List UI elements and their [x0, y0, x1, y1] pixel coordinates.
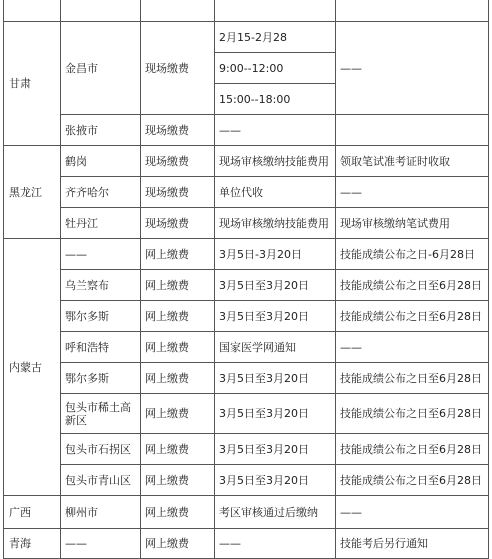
province-cell: 内蒙古: [4, 239, 61, 496]
note-cell: 领取笔试准考证时收取: [336, 146, 489, 177]
city-cell: 柳州市: [61, 496, 141, 529]
province-cell: 黑龙江: [4, 146, 61, 239]
table-row: [4, 208, 489, 239]
payment-time-cell: 现场审核缴纳技能费用: [215, 146, 336, 177]
payment-method-cell: 网上缴费: [141, 332, 215, 363]
city-cell: ——: [61, 529, 141, 559]
payment-time-cell: [215, 0, 336, 22]
city-cell: 包头市稀土高新区: [61, 394, 141, 434]
note-cell: 技能成绩公布之日至6月28日: [336, 434, 489, 465]
note-cell: 技能成绩公布之日至6月28日: [336, 363, 489, 394]
payment-time-cell: 3月5日至3月20日: [215, 270, 336, 301]
payment-method-cell: 网上缴费: [141, 465, 215, 496]
note-cell: 技能考后另行通知: [336, 529, 489, 559]
payment-time-cell: 2月15-2月28: [215, 22, 336, 53]
city-cell: 乌兰察布: [61, 270, 141, 301]
table-row: [4, 394, 489, 434]
city-cell: 齐齐哈尔: [61, 177, 141, 208]
table-row: [4, 239, 489, 270]
note-cell: 技能成绩公布之日至6月28日: [336, 394, 489, 434]
province-cell: 广西: [4, 496, 61, 529]
payment-time-cell: 3月5日至3月20日: [215, 394, 336, 434]
note-cell: [336, 0, 489, 22]
table-row: [4, 363, 489, 394]
note-cell: [336, 115, 489, 146]
table-row: [4, 146, 489, 177]
city-cell: ——: [61, 239, 141, 270]
city-cell: 牡丹江: [61, 208, 141, 239]
note-cell: 技能成绩公布之日至6月28日: [336, 301, 489, 332]
table-row: [4, 301, 489, 332]
city-cell: 鹤岗: [61, 146, 141, 177]
payment-method-cell: [141, 0, 215, 22]
table-row: [4, 496, 489, 529]
payment-time-cell: ——: [215, 529, 336, 559]
note-cell: ——: [336, 177, 489, 208]
payment-method-cell: 现场缴费: [141, 177, 215, 208]
payment-method-cell: 网上缴费: [141, 529, 215, 559]
payment-method-cell: 现场缴费: [141, 146, 215, 177]
payment-method-cell: 现场缴费: [141, 22, 215, 115]
table-row: [4, 0, 489, 22]
table-row: [4, 22, 489, 53]
payment-time-cell: 现场审核缴纳技能费用: [215, 208, 336, 239]
note-cell: 现场审核缴纳笔试费用: [336, 208, 489, 239]
payment-method-cell: 网上缴费: [141, 270, 215, 301]
payment-method-cell: 网上缴费: [141, 301, 215, 332]
table-body: [4, 0, 489, 559]
payment-time-cell: 国家医学网通知: [215, 332, 336, 363]
payment-time-cell: 3月5日至3月20日: [215, 465, 336, 496]
payment-method-cell: 网上缴费: [141, 434, 215, 465]
note-cell: ——: [336, 332, 489, 363]
payment-method-cell: 网上缴费: [141, 239, 215, 270]
payment-time-cell: 单位代收: [215, 177, 336, 208]
payment-time-cell: 3月5日至3月20日: [215, 363, 336, 394]
province-cell: [4, 0, 61, 22]
payment-time-cell: 15:00--18:00: [215, 84, 336, 115]
payment-time-cell: 考区审核通过后缴纳: [215, 496, 336, 529]
payment-time-cell: 3月5日至3月20日: [215, 434, 336, 465]
payment-time-cell: 3月5日-3月20日: [215, 239, 336, 270]
city-cell: 包头市青山区: [61, 465, 141, 496]
note-cell: 技能成绩公布之日-6月28日: [336, 239, 489, 270]
note-cell: 技能成绩公布之日至6月28日: [336, 465, 489, 496]
table-row: [4, 529, 489, 559]
table-row: [4, 434, 489, 465]
payment-time-cell: 9:00--12:00: [215, 53, 336, 84]
table-row: [4, 270, 489, 301]
city-cell: 鄂尔多斯: [61, 301, 141, 332]
payment-time-cell: ——: [215, 115, 336, 146]
city-cell: 张掖市: [61, 115, 141, 146]
city-cell: [61, 0, 141, 22]
note-cell: ——: [336, 22, 489, 115]
payment-time-cell: 3月5日至3月20日: [215, 301, 336, 332]
payment-method-cell: 现场缴费: [141, 115, 215, 146]
fee-schedule-table-wrapper: [3, 0, 488, 559]
city-cell: 呼和浩特: [61, 332, 141, 363]
province-cell: 青海: [4, 529, 61, 559]
city-cell: 金昌市: [61, 22, 141, 115]
city-cell: 包头市石拐区: [61, 434, 141, 465]
fee-schedule-table: [3, 0, 489, 559]
table-row: [4, 332, 489, 363]
payment-method-cell: 网上缴费: [141, 496, 215, 529]
payment-method-cell: 现场缴费: [141, 208, 215, 239]
table-row: [4, 465, 489, 496]
payment-method-cell: 网上缴费: [141, 394, 215, 434]
province-cell: 甘肃: [4, 22, 61, 146]
table-row: [4, 115, 489, 146]
note-cell: 技能成绩公布之日至6月28日: [336, 270, 489, 301]
city-cell: 鄂尔多斯: [61, 363, 141, 394]
table-row: [4, 177, 489, 208]
payment-method-cell: 网上缴费: [141, 363, 215, 394]
note-cell: ——: [336, 496, 489, 529]
